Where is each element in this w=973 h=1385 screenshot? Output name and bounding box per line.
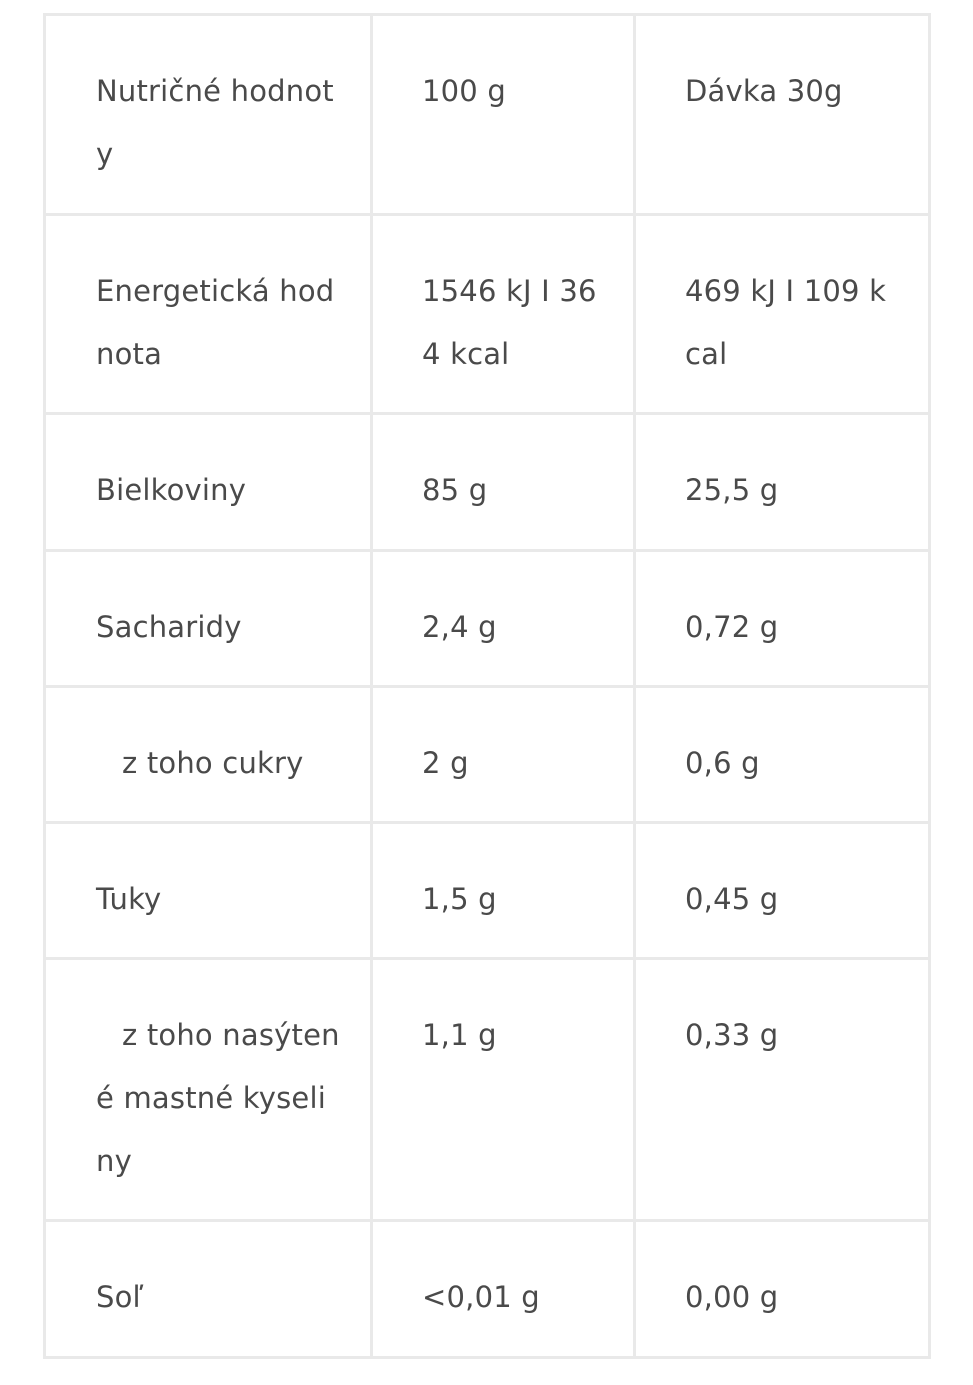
header-per100-cell: 100 g	[372, 15, 635, 215]
row-label: Soľ	[45, 1221, 372, 1358]
table-row-fat	[45, 823, 930, 959]
row-label-cell	[45, 687, 372, 823]
row-serving: 0,45 g	[635, 823, 930, 959]
nutrition-table-container	[43, 13, 928, 1359]
row-label: Bielkoviny	[45, 414, 372, 551]
table-row-energy	[45, 215, 930, 414]
row-per100: 1,1 g	[372, 959, 635, 1221]
row-serving: 0,6 g	[635, 687, 930, 823]
row-label: Sacharidy	[45, 551, 372, 687]
row-serving: 469 kJ I 109 kcal	[635, 215, 930, 414]
header-serving-cell: Dávka 30g	[635, 15, 930, 215]
row-per100: <0,01 g	[372, 1221, 635, 1358]
row-serving: 0,72 g	[635, 551, 930, 687]
table-row-protein	[45, 414, 930, 551]
row-label: z toho cukry	[122, 746, 304, 780]
table-row-sugars	[45, 687, 930, 823]
row-per100: 1,5 g	[372, 823, 635, 959]
row-serving: 0,33 g	[635, 959, 930, 1221]
table-row-salt	[45, 1221, 930, 1358]
row-per100: 85 g	[372, 414, 635, 551]
row-label: z toho nasýtené mastné kyseliny	[45, 959, 372, 1221]
row-serving: 0,00 g	[635, 1221, 930, 1358]
header-label-cell: Nutričné hodnoty	[45, 15, 372, 215]
row-label: Energetická hodnota	[45, 215, 372, 414]
row-per100: 1546 kJ I 364 kcal	[372, 215, 635, 414]
nutrition-table	[43, 13, 931, 1359]
row-per100: 2,4 g	[372, 551, 635, 687]
table-header-row	[45, 15, 930, 215]
row-per100: 2 g	[372, 687, 635, 823]
table-row-saturated-fat	[45, 959, 930, 1221]
row-label: Tuky	[45, 823, 372, 959]
table-row-carbohydrates	[45, 551, 930, 687]
row-serving: 25,5 g	[635, 414, 930, 551]
